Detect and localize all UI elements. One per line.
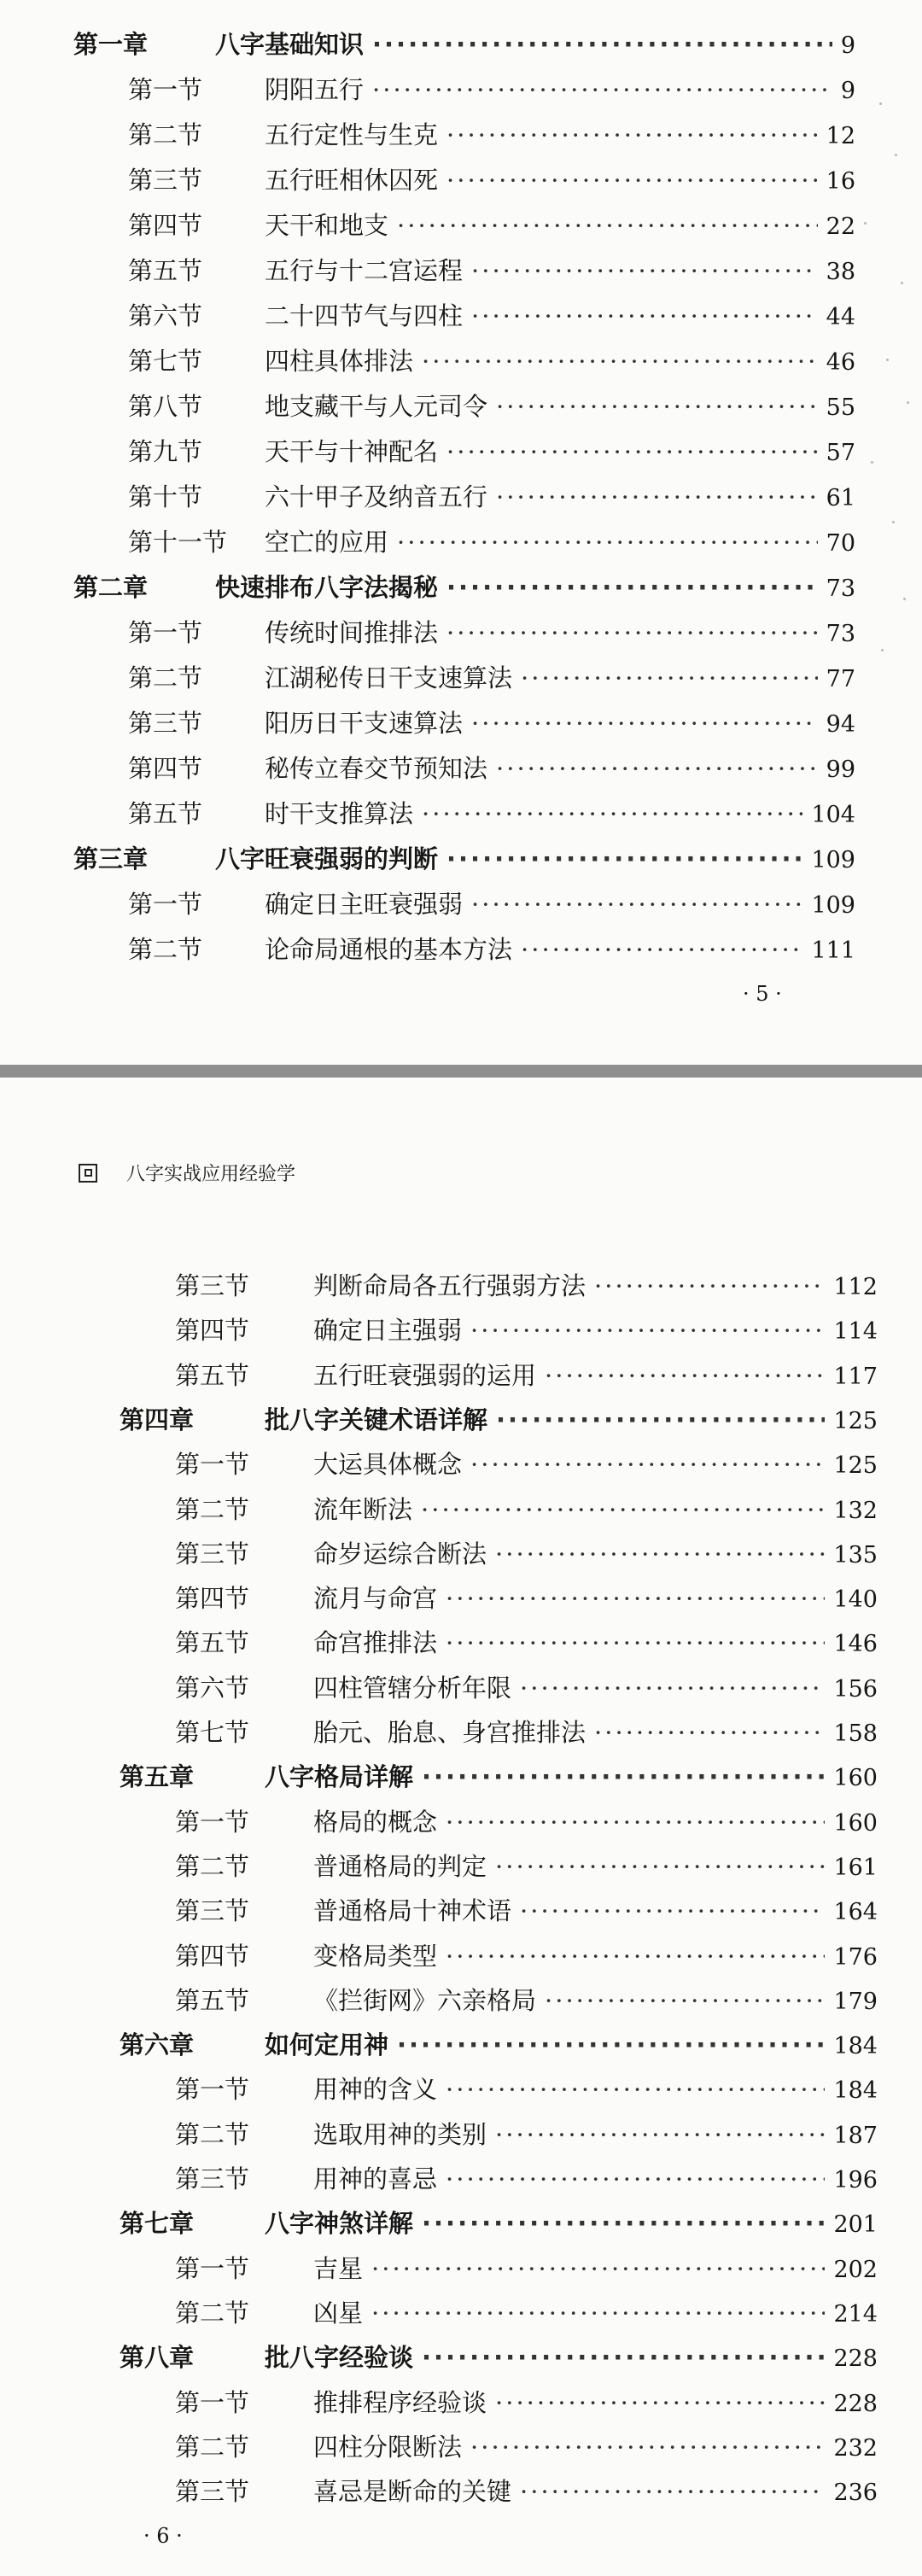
page-reference: 77 (826, 666, 855, 692)
toc-section-entry (175, 1446, 878, 1481)
dot-leader (470, 1316, 825, 1345)
page-reference: 176 (833, 1943, 878, 1971)
chapter-number: 第二章 (73, 573, 149, 602)
dot-leader (446, 618, 818, 647)
page-reference: 16 (826, 168, 855, 195)
chapter-title: 快速排布八字法揭秘 (215, 573, 439, 602)
section-number: 第三节 (175, 1539, 250, 1568)
toc-section-entry (128, 885, 855, 920)
toc-chapter-entry (73, 26, 855, 61)
dot-leader (496, 1405, 825, 1434)
toc-section-entry (175, 1357, 878, 1392)
page-reference: 156 (833, 1675, 878, 1703)
page-reference: 160 (833, 1765, 878, 1792)
toc-section-entry (175, 1624, 878, 1659)
section-title: 凶星 (313, 2298, 364, 2328)
section-number: 第五节 (175, 1985, 250, 2015)
scan-speck (881, 649, 884, 651)
page-reference: 104 (811, 802, 855, 828)
page-reference: 236 (833, 2480, 878, 2507)
section-title: 普通格局的判定 (313, 1851, 487, 1881)
chapter-title: 八字旺衰强弱的判断 (215, 844, 439, 873)
section-number: 第十一节 (128, 528, 228, 557)
dot-leader (446, 1942, 825, 1971)
toc-section-entry (128, 750, 855, 785)
toc-section-entry (128, 116, 855, 151)
section-number: 第五节 (175, 1360, 250, 1390)
toc-section-entry (175, 2384, 878, 2419)
section-title: 传统时间推排法 (265, 618, 439, 647)
section-number: 第四节 (175, 1316, 250, 1346)
dot-leader (495, 1852, 825, 1881)
toc-page-5 (0, 0, 922, 1065)
page-reference: 38 (826, 259, 855, 285)
section-number: 第八节 (128, 392, 203, 421)
dot-leader (422, 2343, 825, 2372)
section-title: 吉星 (313, 2253, 364, 2283)
dot-leader (521, 935, 802, 964)
section-title: 空亡的应用 (265, 528, 389, 557)
section-title: 胎元、胎息、身宫推排法 (313, 1718, 586, 1747)
page-number: · 6 · (143, 2524, 183, 2548)
section-title: 用神的含义 (313, 2075, 438, 2105)
toc-chapter-entry (120, 1401, 878, 1436)
dot-leader (471, 256, 818, 285)
toc-section-entry (175, 1714, 878, 1749)
section-number: 第二节 (175, 2432, 250, 2462)
section-number: 第十节 (128, 482, 203, 511)
chapter-title: 八字格局详解 (265, 1762, 414, 1792)
section-number: 第一节 (175, 2075, 250, 2105)
section-title: 阳历日干支速算法 (265, 709, 464, 738)
section-title: 流年断法 (313, 1494, 413, 1524)
dot-leader (446, 844, 802, 873)
toc-section-entry (128, 795, 855, 830)
running-head-title: 八字实战应用经验学 (126, 1164, 296, 1185)
page-reference: 135 (833, 1541, 878, 1568)
toc-chapter-entry (73, 840, 855, 875)
toc-section-entry (175, 1580, 878, 1615)
section-title: 论命局通根的基本方法 (265, 935, 513, 964)
toc-page-6 (0, 1078, 922, 2576)
section-title: 天干与十神配名 (265, 437, 439, 466)
section-number: 第一节 (175, 1807, 250, 1837)
toc-chapter-entry (120, 1758, 878, 1793)
section-number: 第七节 (175, 1718, 250, 1747)
page-reference: 55 (826, 394, 855, 421)
section-number: 第四节 (175, 1584, 250, 1614)
page-reference: 22 (826, 213, 855, 240)
scan-speck (864, 222, 867, 225)
chapter-number: 第七章 (120, 2209, 195, 2239)
section-number: 第三节 (128, 166, 203, 195)
page-reference: 109 (811, 892, 855, 919)
page-reference: 196 (833, 2167, 878, 2193)
section-title: 四柱分限断法 (313, 2432, 463, 2462)
toc-section-entry (128, 614, 855, 649)
section-title: 天干和地支 (265, 211, 389, 240)
chapter-title: 八字基础知识 (215, 30, 365, 59)
section-number: 第一节 (128, 75, 203, 104)
dot-leader (371, 2299, 825, 2328)
dot-leader (470, 2433, 825, 2462)
toc-section-entry (128, 71, 855, 106)
page-reference: 164 (833, 1899, 878, 1926)
page-reference: 61 (826, 485, 855, 511)
scan-speck (871, 461, 873, 464)
page-reference: 99 (826, 756, 855, 783)
section-number: 第二节 (128, 663, 203, 692)
section-title: 变格局类型 (313, 1941, 438, 1971)
section-title: 时干支推算法 (265, 799, 414, 828)
section-title: 选取用神的类别 (313, 2119, 487, 2149)
dot-leader (372, 30, 832, 59)
scan-speck (903, 598, 906, 600)
section-number: 第一节 (128, 618, 203, 647)
dot-leader (471, 709, 818, 738)
toc-section-entry (175, 1803, 878, 1838)
section-title: 普通格局十神术语 (313, 1896, 512, 1926)
page-reference: 146 (833, 1631, 878, 1658)
section-title: 秘传立春交节预知法 (265, 754, 488, 783)
page-reference: 117 (833, 1363, 878, 1390)
page-reference: 161 (833, 1854, 878, 1881)
page-number: · 5 · (743, 982, 782, 1006)
page-reference: 125 (833, 1407, 878, 1434)
dot-leader (521, 663, 818, 692)
section-number: 第四节 (175, 1941, 250, 1971)
section-number: 第四节 (128, 211, 203, 240)
page-reference: 214 (833, 2300, 878, 2328)
section-number: 第二节 (175, 2119, 250, 2149)
section-number: 第二节 (128, 935, 203, 964)
chapter-number: 第三章 (73, 844, 149, 873)
scan-speck (907, 401, 909, 404)
section-title: 五行旺相休囚死 (265, 166, 439, 195)
dot-leader (422, 2209, 825, 2238)
page-reference: 125 (833, 1452, 878, 1480)
section-number: 第三节 (175, 1271, 250, 1300)
section-number: 第九节 (128, 437, 203, 466)
dot-leader (495, 1539, 825, 1568)
toc-section-entry (128, 931, 855, 966)
section-number: 第五节 (128, 799, 203, 828)
section-title: 喜忌是断命的关键 (313, 2477, 512, 2507)
section-title: 流月与命宫 (313, 1584, 438, 1614)
dot-leader (446, 573, 818, 602)
dot-leader (446, 166, 818, 195)
dot-leader (545, 1986, 825, 2015)
dot-leader (545, 1361, 825, 1390)
page-reference: 228 (833, 2390, 878, 2417)
page-reference: 70 (826, 530, 855, 557)
section-number: 第一节 (175, 1450, 250, 1480)
page-reference: 140 (833, 1586, 878, 1614)
section-title: 五行与十二宫运程 (265, 256, 464, 285)
dot-leader (520, 2477, 825, 2506)
dot-leader (594, 1271, 825, 1300)
section-title: 大运具体概念 (313, 1450, 463, 1480)
section-number: 第三节 (175, 2164, 250, 2193)
section-number: 第二节 (175, 1851, 250, 1881)
toc-section-entry (175, 1491, 878, 1526)
page-reference: 187 (833, 2122, 878, 2149)
dot-leader (446, 120, 818, 149)
scan-speck (879, 102, 882, 105)
running-head (79, 1159, 295, 1186)
page-reference: 184 (833, 2033, 878, 2060)
toc-chapter-entry (73, 569, 855, 604)
page-reference: 111 (811, 938, 855, 964)
chapter-number: 第五章 (120, 1762, 195, 1792)
toc-section-entry (175, 2250, 878, 2285)
toc-chapter-entry (120, 2205, 878, 2240)
page-reference: 201 (833, 2211, 878, 2239)
section-title: 确定日主旺衰强弱 (265, 890, 464, 919)
dot-leader (446, 2164, 825, 2193)
page-reference: 202 (833, 2256, 878, 2283)
chapter-title: 八字神煞详解 (265, 2209, 414, 2239)
section-title: 四柱具体排法 (265, 347, 414, 376)
dot-leader (421, 1495, 825, 1524)
section-title: 命宫推排法 (313, 1628, 438, 1658)
page-reference: 109 (811, 847, 855, 873)
toc-section-entry (128, 523, 855, 558)
section-title: 五行定性与生克 (265, 120, 439, 149)
toc-section-entry (175, 2160, 878, 2195)
page-reference: 73 (826, 621, 855, 647)
dot-leader (446, 1584, 825, 1613)
scan-speck (892, 521, 895, 523)
toc-section-entry (175, 1848, 878, 1883)
chapter-number: 第四章 (120, 1405, 195, 1434)
section-title: 推排程序经验谈 (313, 2387, 487, 2417)
section-number: 第三节 (128, 709, 203, 738)
page-reference: 160 (833, 1809, 878, 1837)
dot-leader (520, 1674, 825, 1703)
toc-section-entry (128, 433, 855, 468)
dot-leader (397, 211, 818, 240)
toc-section-entry (128, 659, 855, 694)
chapter-title: 如何定用神 (265, 2030, 389, 2060)
page-reference: 132 (833, 1497, 878, 1524)
scan-speck (895, 154, 897, 156)
page-reference: 112 (833, 1274, 878, 1300)
section-title: 命岁运综合断法 (313, 1539, 487, 1568)
toc-section-entry (128, 478, 855, 513)
chapter-title: 批八字经验谈 (265, 2343, 414, 2373)
section-title: 确定日主强弱 (313, 1316, 463, 1346)
section-number: 第六节 (128, 301, 203, 330)
section-number: 第一节 (128, 890, 203, 919)
toc-section-entry (175, 1982, 878, 2017)
chapter-title: 批八字关键术语详解 (265, 1405, 488, 1434)
section-number: 第七节 (128, 347, 203, 376)
toc-section-entry (128, 161, 855, 196)
section-number: 第三节 (175, 2477, 250, 2507)
dot-leader (422, 1762, 825, 1791)
dot-leader (471, 301, 818, 330)
dot-leader (446, 437, 818, 466)
toc-section-entry (175, 1892, 878, 1927)
dot-leader (470, 1450, 825, 1479)
scan-speck (901, 282, 903, 284)
toc-section-entry (175, 1937, 878, 1972)
toc-section-entry (175, 2428, 878, 2463)
section-title: 格局的概念 (313, 1807, 438, 1837)
section-number: 第二节 (128, 120, 203, 149)
toc-chapter-entry (120, 2339, 878, 2374)
section-title: 《拦街网》六亲格局 (313, 1985, 537, 2015)
section-title: 用神的喜忌 (313, 2164, 438, 2193)
page-reference: 228 (833, 2345, 878, 2373)
section-title: 四柱管辖分析年限 (313, 1673, 512, 1703)
dot-leader (496, 392, 818, 421)
section-title: 江湖秘传日干支速算法 (265, 663, 513, 692)
section-number: 第五节 (128, 256, 203, 285)
page-reference: 9 (840, 32, 855, 59)
section-number: 第五节 (175, 1628, 250, 1658)
page-reference: 73 (826, 575, 855, 602)
dot-leader (496, 754, 818, 783)
page-reference: 158 (833, 1720, 878, 1747)
page-reference: 44 (826, 304, 855, 330)
toc-section-entry (128, 388, 855, 423)
dot-leader (446, 1808, 825, 1837)
toc-section-entry (175, 1311, 878, 1346)
toc-section-entry (128, 704, 855, 739)
section-title: 判断命局各五行强弱方法 (313, 1271, 586, 1300)
dot-leader (495, 2120, 825, 2149)
section-title: 阴阳五行 (265, 75, 365, 104)
toc-section-entry (175, 1267, 878, 1302)
page-reference: 184 (833, 2077, 878, 2105)
dot-leader (372, 75, 832, 104)
toc-section-entry (128, 207, 855, 242)
dot-leader (594, 1718, 825, 1747)
chapter-number: 第六章 (120, 2030, 195, 2060)
dot-leader (397, 528, 818, 557)
toc-section-entry (175, 1669, 878, 1704)
dot-leader (371, 2254, 825, 2283)
dot-leader (422, 799, 802, 828)
chapter-number: 第一章 (73, 30, 149, 59)
toc-section-entry (128, 297, 855, 332)
section-title: 六十甲子及纳音五行 (265, 482, 488, 511)
dot-leader (496, 482, 818, 511)
page-reference: 12 (826, 123, 855, 149)
section-title: 地支藏干与人元司令 (265, 392, 488, 421)
dot-leader (446, 1628, 825, 1657)
toc-section-entry (175, 2294, 878, 2329)
section-title: 二十四节气与四柱 (265, 301, 464, 330)
toc-section-entry (175, 2071, 878, 2106)
toc-chapter-entry (120, 2026, 878, 2061)
toc-section-entry (175, 2116, 878, 2151)
toc-section-entry (128, 342, 855, 377)
toc-section-entry (175, 2473, 878, 2508)
section-number: 第一节 (175, 2253, 250, 2283)
section-number: 第二节 (175, 2298, 250, 2328)
page-reference: 57 (826, 440, 855, 466)
page-reference: 232 (833, 2434, 878, 2462)
scan-speck (886, 359, 889, 361)
dot-leader (397, 2030, 825, 2059)
page-reference: 46 (826, 349, 855, 376)
dot-leader (422, 347, 818, 376)
section-number: 第四节 (128, 754, 203, 783)
section-number: 第一节 (175, 2387, 250, 2417)
section-number: 第二节 (175, 1494, 250, 1524)
toc-section-entry (128, 252, 855, 287)
dot-leader (471, 890, 802, 919)
section-title: 五行旺衰强弱的运用 (313, 1360, 537, 1390)
dot-leader (446, 2075, 825, 2104)
page-reference: 179 (833, 1988, 878, 2015)
page-reference: 9 (840, 78, 855, 104)
page-reference: 94 (826, 711, 855, 738)
dot-leader (495, 2388, 825, 2417)
chapter-number: 第八章 (120, 2343, 195, 2373)
section-number: 第六节 (175, 1673, 250, 1703)
book-icon (79, 1164, 97, 1183)
toc-section-entry (175, 1535, 878, 1570)
section-number: 第三节 (175, 1896, 250, 1926)
page-reference: 114 (833, 1318, 878, 1346)
dot-leader (520, 1896, 825, 1925)
